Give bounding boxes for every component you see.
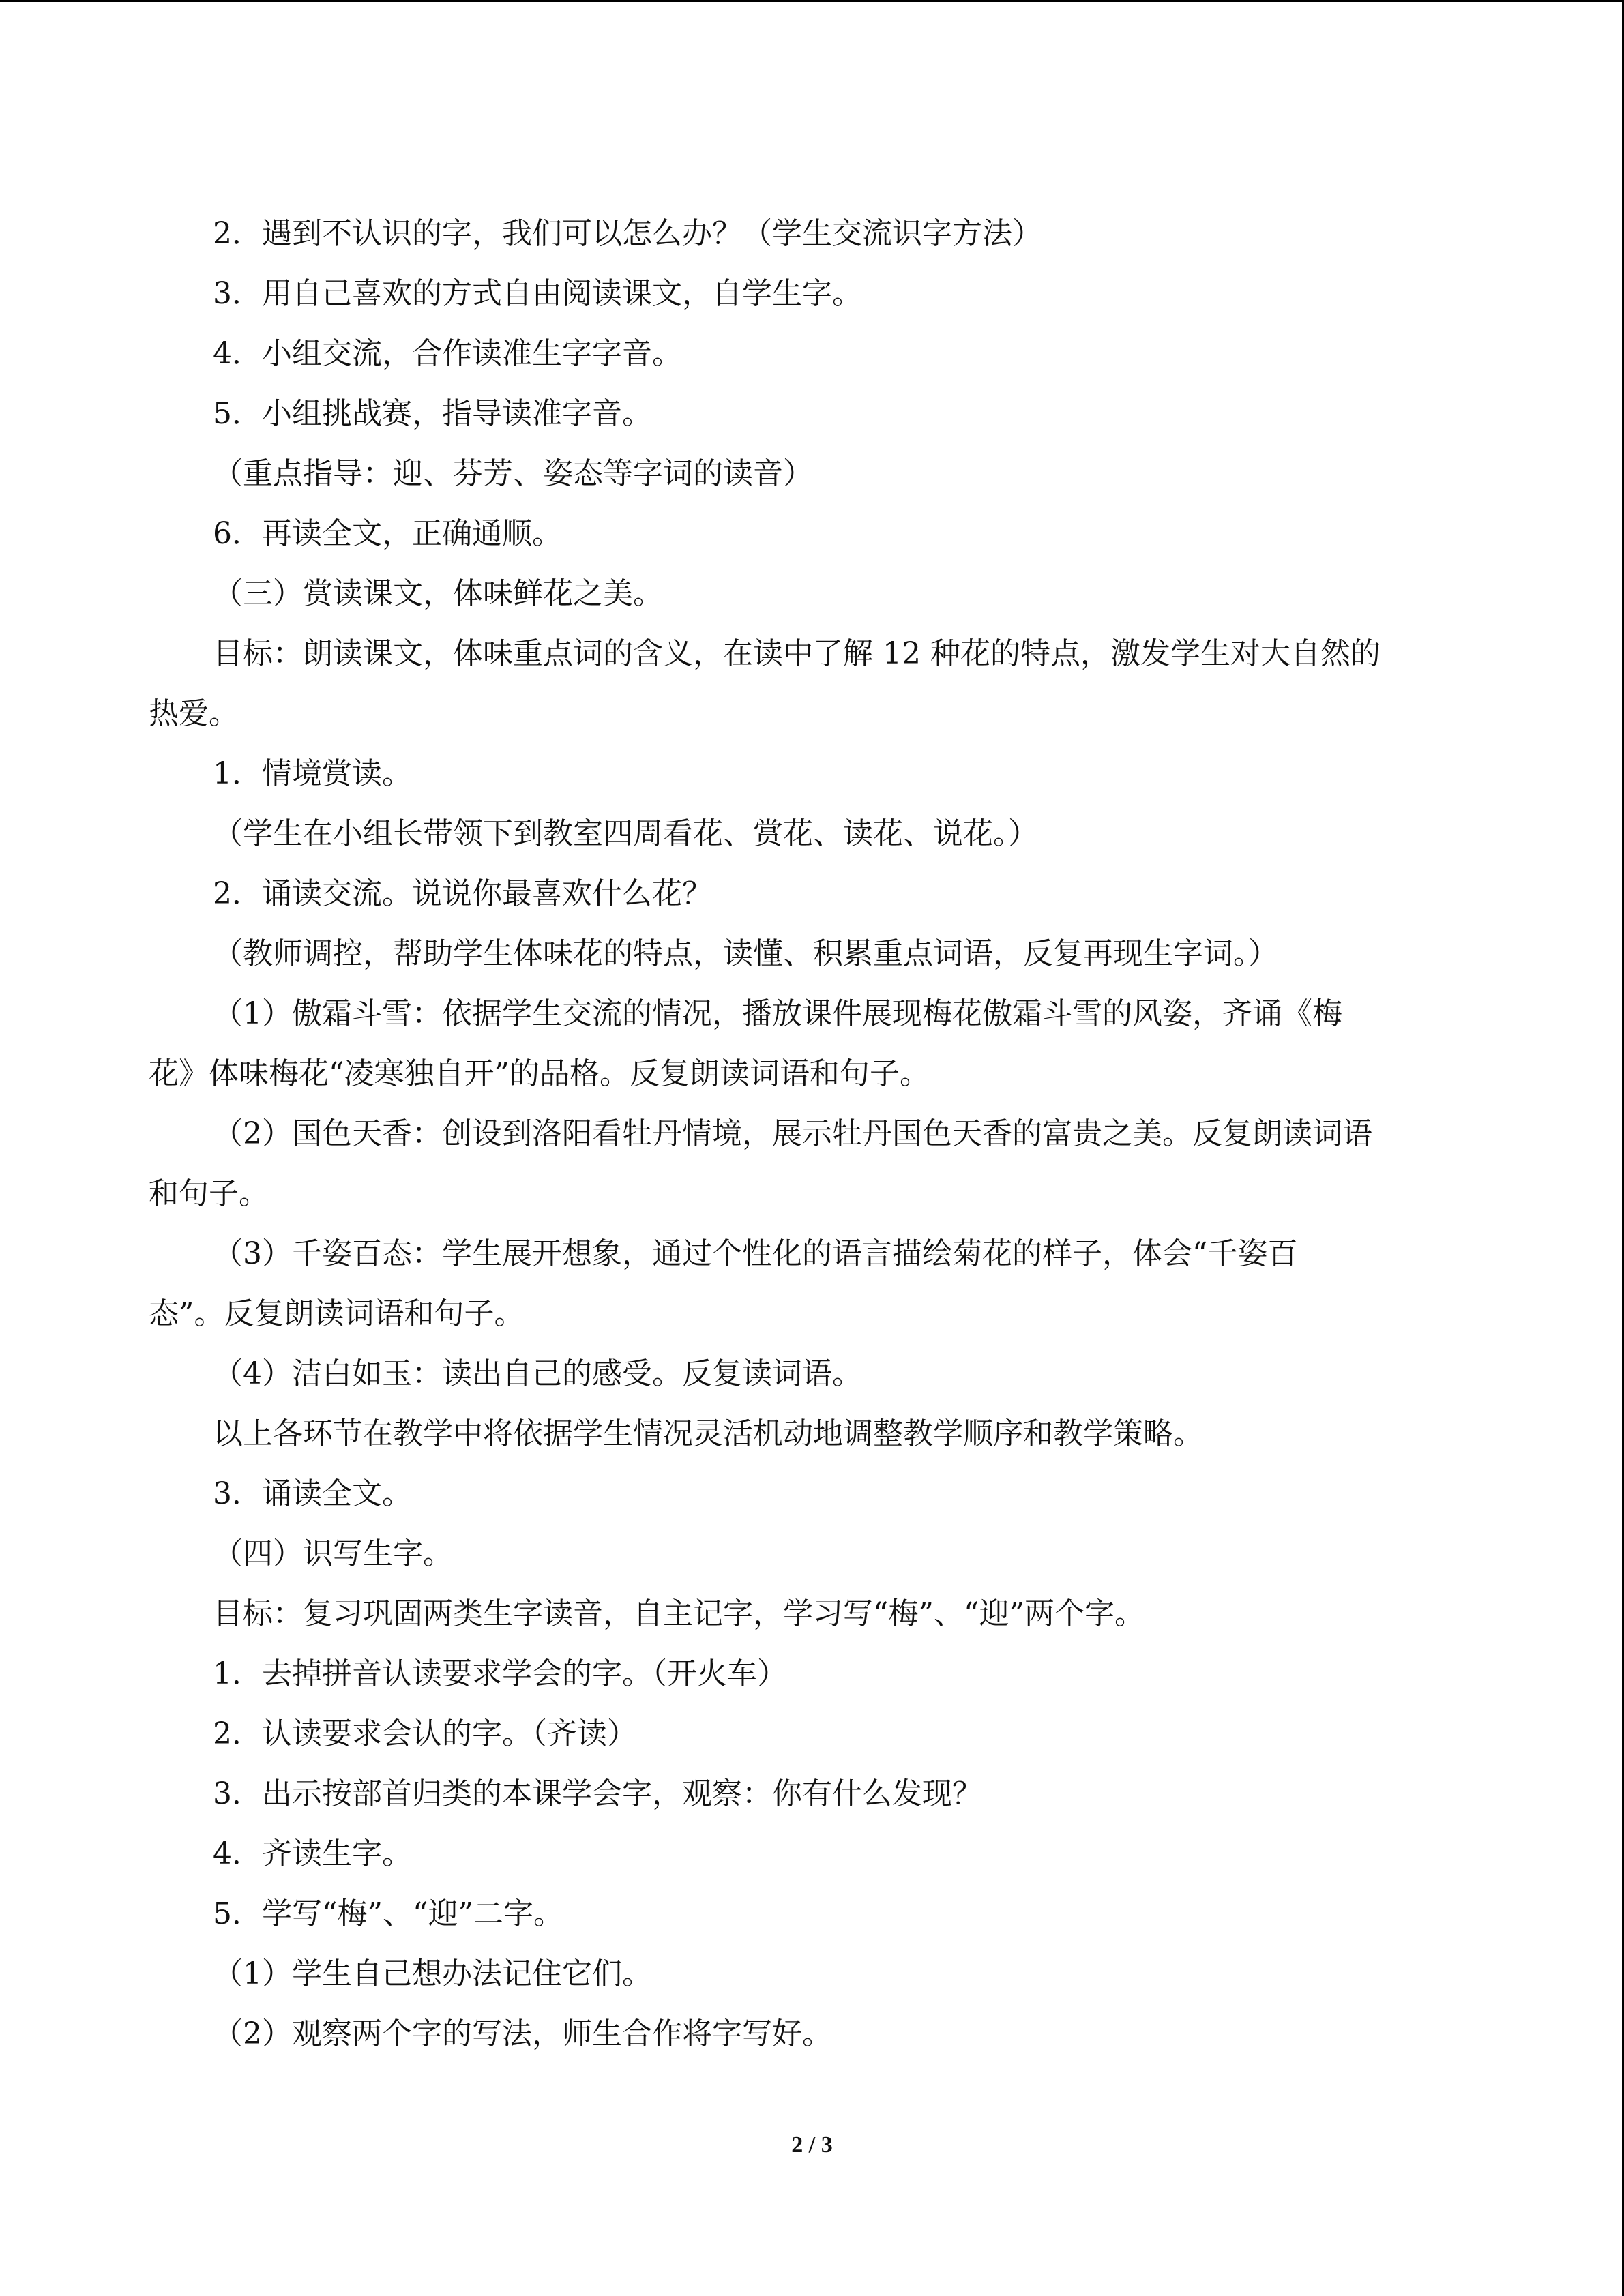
section-heading: （四）识写生字。 [213, 1536, 453, 1571]
text-line: 4．小组交流，合作读准生字字音。 [213, 336, 682, 371]
text-line: （1）学生自己想办法记住它们。 [213, 1956, 652, 1991]
text-line: 目标：复习巩固两类生字读音，自主记字，学习写“梅”、“迎”两个字。 [213, 1596, 1145, 1631]
text-line: （教师调控，帮助学生体味花的特点，读懂、积累重点词语，反复再现生字词。） [213, 936, 1278, 971]
text-line: 3．出示按部首归类的本课学会字，观察：你有什么发现？ [213, 1776, 982, 1811]
text-line: （学生在小组长带领下到教室四周看花、赏花、读花、说花。） [213, 816, 1038, 851]
text-line: （2）国色天香：创设到洛阳看牡丹情境，展示牡丹国色天香的富贵之美。反复朗读词语 [213, 1116, 1372, 1151]
text-line: （1）傲霜斗雪：依据学生交流的情况，播放课件展现梅花傲霜斗雪的风姿，齐诵《梅 [213, 996, 1342, 1031]
text-line: 2．诵读交流。说说你最喜欢什么花？ [213, 876, 712, 911]
text-line: 和句子。 [149, 1176, 269, 1211]
text-line: （4）洁白如玉：读出自己的感受。反复读词语。 [213, 1356, 862, 1391]
text-line: 目标：朗读课文，体味重点词的含义，在读中了解 12 种花的特点，激发学生对大自然的 [213, 636, 1381, 671]
text-line: （3）千姿百态：学生展开想象，通过个性化的语言描绘菊花的样子，体会“千姿百 [213, 1236, 1298, 1271]
text-line: 5．小组挑战赛，指导读准字音。 [213, 396, 652, 431]
text-line: 3．诵读全文。 [213, 1476, 412, 1511]
text-line: 4．齐读生字。 [213, 1836, 412, 1871]
text-line: 以上各环节在教学中将依据学生情况灵活机动地调整教学顺序和教学策略。 [213, 1416, 1203, 1451]
section-heading: （三）赏读课文，体味鲜花之美。 [213, 576, 663, 611]
page-number: 2 / 3 [791, 2132, 833, 2158]
text-line: 6．再读全文，正确通顺。 [213, 516, 562, 551]
text-line: 态”。反复朗读词语和句子。 [149, 1296, 525, 1331]
text-line: 1．情境赏读。 [213, 756, 412, 791]
text-line: （2）观察两个字的写法，师生合作将字写好。 [213, 2016, 832, 2051]
text-line: 2．遇到不认识的字，我们可以怎么办？（学生交流识字方法） [213, 216, 1042, 251]
text-line: 5．学写“梅”、“迎”二字。 [213, 1896, 563, 1931]
text-line: 花》体味梅花“凌寒独自开”的品格。反复朗读词语和句子。 [149, 1056, 930, 1091]
text-line: 热爱。 [149, 696, 239, 731]
text-line: 3．用自己喜欢的方式自由阅读课文，自学生字。 [213, 276, 862, 311]
text-line: （重点指导：迎、芬芳、姿态等字词的读音） [213, 456, 813, 491]
text-line: 1．去掉拼音认读要求学会的字。（开火车） [213, 1656, 787, 1691]
text-line: 2．认读要求会认的字。（齐读） [213, 1716, 637, 1751]
